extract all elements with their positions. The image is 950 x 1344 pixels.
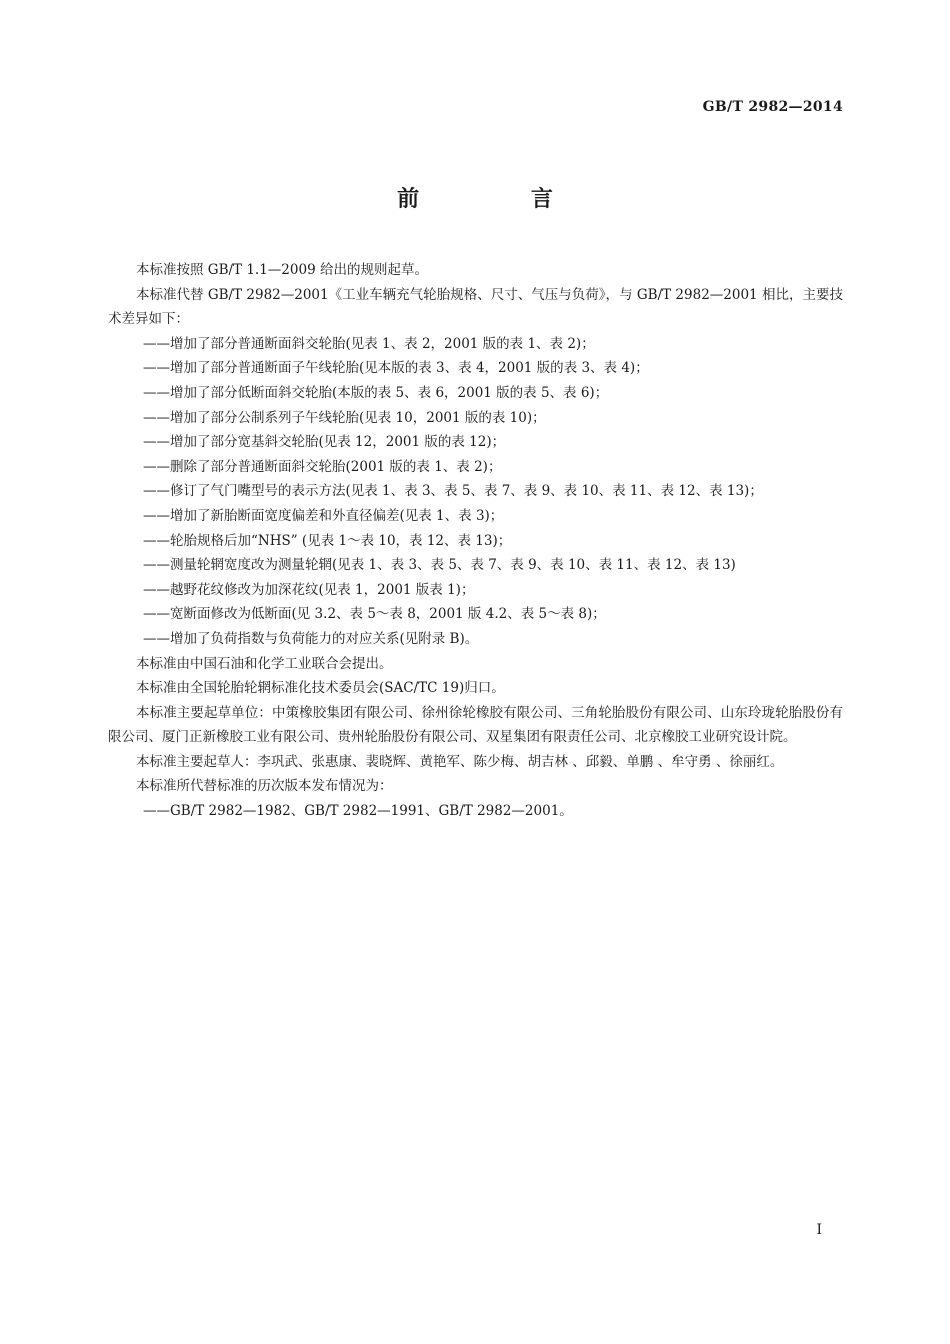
paragraph-replacement: 本标准代替 GB/T 2982—2001《工业车辆充气轮胎规格、尺寸、气压与负荷》，与 GB/T 2982—2001 相比，主要技术差异如下：	[108, 286, 843, 328]
change-item: ——修订了气门嘴型号的表示方法(见表 1、表 3、表 5、表 7、表 9、表 10、表 11、表 12、表 13)；	[143, 483, 763, 500]
page-title: 前 言	[397, 187, 605, 212]
change-item: ——增加了新胎断面宽度偏差和外直径偏差(见表 1、表 3)；	[143, 507, 504, 524]
change-item: ——越野花纹修改为加深花纹(见表 1，2001 版表 1)；	[143, 581, 475, 598]
change-item: ——增加了部分普通断面斜交轮胎(见表 1、表 2，2001 版的表 1、表 2)；	[143, 335, 595, 352]
page-number: I	[816, 1222, 822, 1238]
change-item: ——增加了部分宽基斜交轮胎(见表 12，2001 版的表 12)；	[143, 434, 506, 451]
paragraph-responsible-committee: 本标准由全国轮胎轮辋标准化技术委员会(SAC/TC 19)归口。	[136, 680, 505, 697]
paragraph-proposer: 本标准由中国石油和化学工业联合会提出。	[136, 655, 393, 672]
change-item: ——测量轮辋宽度改为测量轮辋(见表 1、表 3、表 5、表 7、表 9、表 10、表 11、表 12、表 13)	[143, 557, 736, 574]
foreword-body	[108, 258, 843, 824]
history-item: ——GB/T 2982—1982、GB/T 2982—1991、GB/T 2982—2001。	[143, 803, 573, 820]
paragraph-drafters: 本标准主要起草人：李巩武、张惠康、裴晓辉、黄艳军、陈少梅、胡吉林 、邱毅、单鹏 、牟守勇 、徐丽红。	[136, 753, 784, 770]
paragraph-drafting-rules: 本标准按照 GB/T 1.1—2009 给出的规则起草。	[136, 262, 428, 278]
standard-code: GB/T 2982—2014	[702, 99, 843, 115]
paragraph-history-intro: 本标准所代替标准的历次版本发布情况为：	[136, 778, 393, 795]
change-item: ——增加了负荷指数与负荷能力的对应关系(见附录 B)。	[143, 630, 479, 647]
change-item: ——删除了部分普通断面斜交轮胎(2001 版的表 1、表 2)；	[143, 458, 502, 475]
change-item: ——增加了部分普通断面子午线轮胎(见本版的表 3、表 4，2001 版的表 3、表 4)；	[143, 360, 649, 377]
change-item: ——增加了部分低断面斜交轮胎(本版的表 5、表 6，2001 版的表 5、表 6)；	[143, 384, 609, 401]
change-item: ——宽断面修改为低断面(见 3.2、表 5～表 8，2001 版 4.2、表 5～表 8)；	[143, 606, 606, 623]
change-item: ——轮胎规格后加“NHS” (见表 1～表 10，表 12、表 13)；	[143, 532, 512, 549]
paragraph-drafting-units: 本标准主要起草单位：中策橡胶集团有限公司、徐州徐轮橡胶有限公司、三角轮胎股份有限公司、山东玲珑轮胎股份有限公司、厦门正新橡胶工业有限公司、贵州轮胎股份有限公司、双星集团有限责任公司、北京橡胶工业研究设计院。	[108, 704, 843, 746]
change-item: ——增加了部分公制系列子午线轮胎(见表 10，2001 版的表 10)；	[143, 409, 546, 426]
